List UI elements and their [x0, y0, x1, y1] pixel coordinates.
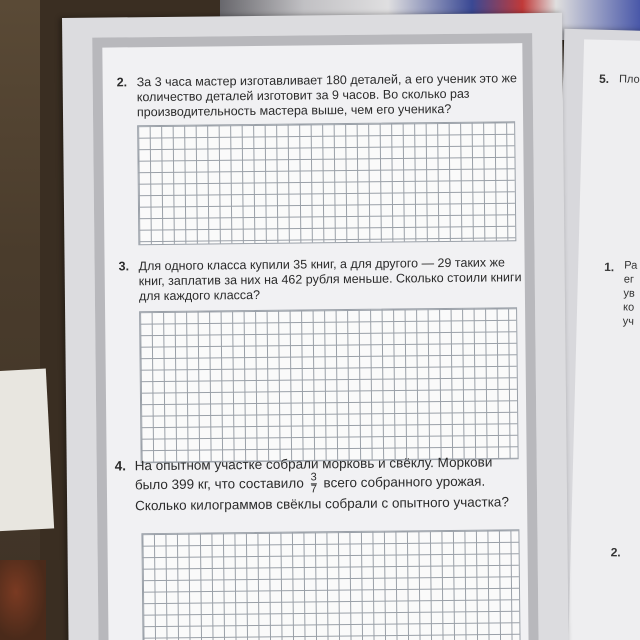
right-item-1-text: Ра ег ув ко уч: [622, 259, 638, 328]
task-4-answer-grid[interactable]: [141, 529, 520, 640]
workbook-page: [62, 13, 569, 640]
task-4-fraction: [311, 472, 317, 495]
task-3-text: Для одного класса купили 35 книг, а для другого — 29 таких же книг, заплатив за них на 462 рубля меньше. Сколько стоили книги для каждого класса?: [138, 255, 522, 304]
task-4-text-after: всего собранного урожая. Сколько килограммов свёклы собрали с опытного участка?: [135, 473, 509, 514]
task-4-text-before: На опытном участке собрали морковь и свёклу. Моркови было 399 кг, что составило: [134, 454, 493, 493]
right-item-2-number: 2.: [610, 545, 621, 560]
desk-surface: [0, 0, 40, 640]
right-item-5-text: Пло: [618, 73, 640, 86]
right-page-inner: [567, 39, 640, 640]
task-4: [115, 453, 526, 514]
paper-sheet: [0, 369, 54, 532]
task-4-text: [135, 453, 526, 514]
task-2-answer-grid[interactable]: [137, 121, 516, 245]
task-2: [117, 71, 527, 120]
page-frame: [92, 33, 539, 640]
right-item-1-number: 1.: [603, 259, 615, 275]
decor-leaf: [0, 560, 46, 640]
task-3-number: 3.: [118, 259, 130, 274]
task-4-number: 4.: [114, 458, 127, 474]
task-3-answer-grid[interactable]: [139, 307, 519, 463]
right-item-5-number: 5.: [598, 71, 610, 86]
task-3: [119, 255, 529, 304]
fraction-numerator: 3: [310, 471, 317, 484]
task-2-text: За 3 часа мастер изготавливает 180 деталей, а его ученик это же количество деталей изготовит за 9 часов. Во сколько раз производительность мастера выше, чем его ученика?: [136, 71, 517, 120]
task-2-number: 2.: [116, 75, 128, 90]
fraction-denominator: 7: [310, 483, 317, 496]
